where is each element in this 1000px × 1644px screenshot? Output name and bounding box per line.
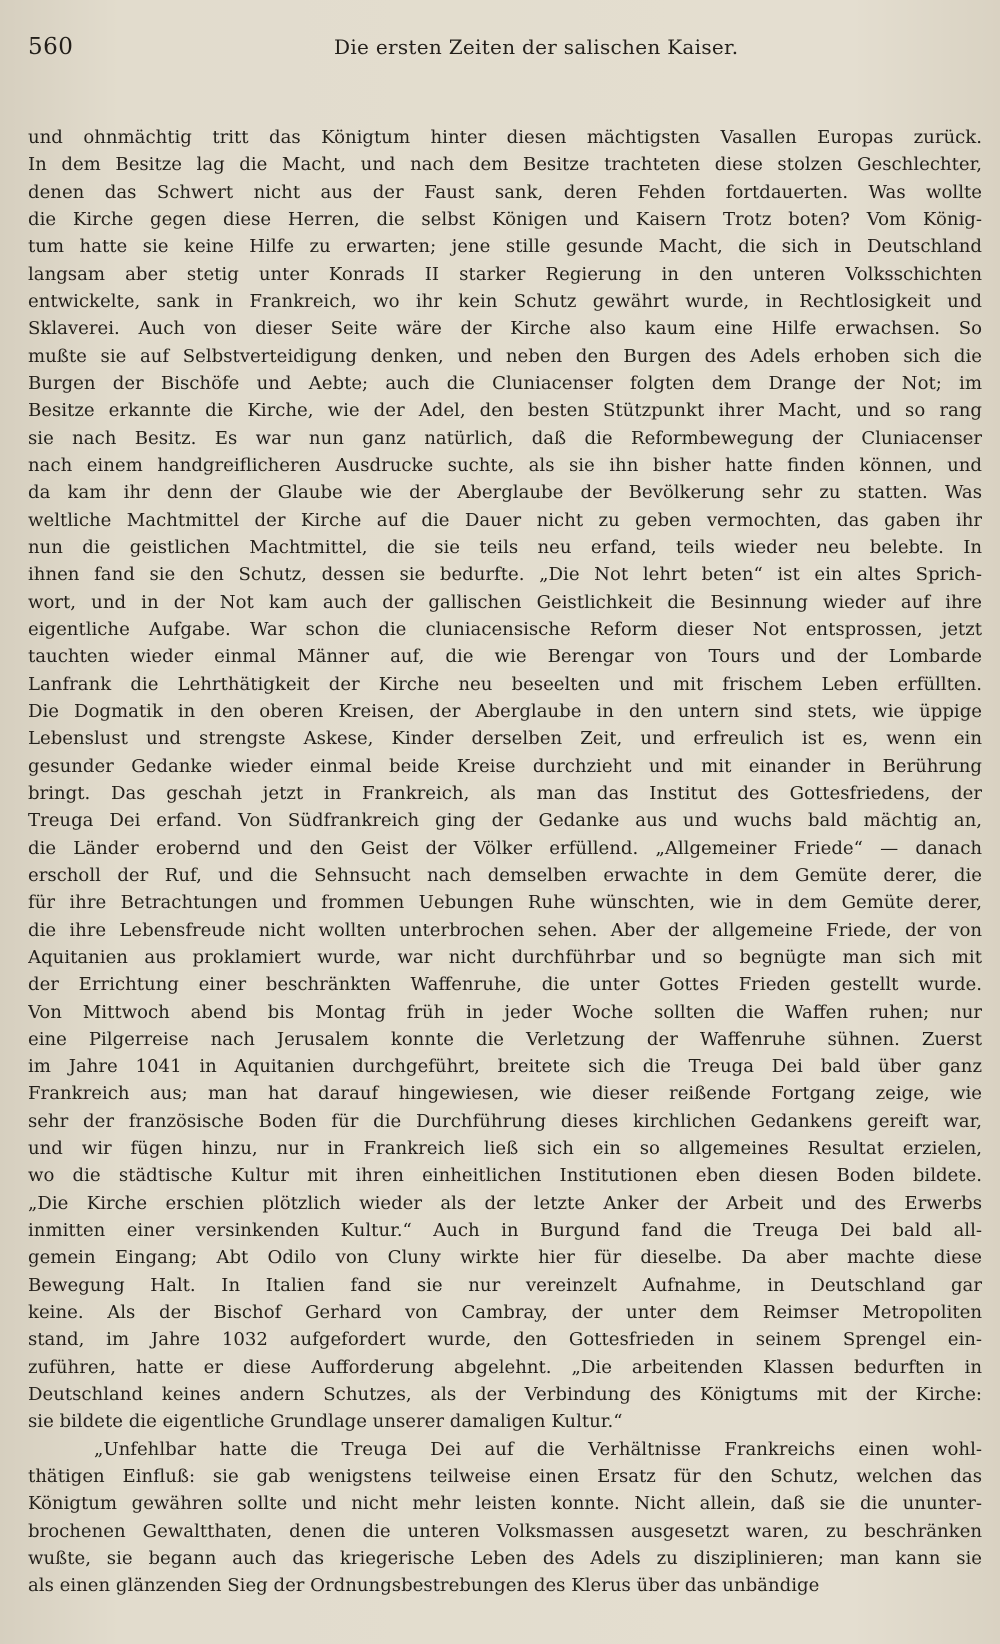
text-line: tauchten wieder einmal Männer auf, die wie Berengar von Tours und der Lombarde bbox=[28, 646, 982, 668]
text-line: In dem Besitze lag die Macht, und nach dem Besitze trachteten diese stolzen Geschlechter, bbox=[28, 154, 982, 176]
text-line: als einen glänzenden Sieg der Ordnungsbestrebungen des Klerus über das unbändige bbox=[28, 1575, 820, 1597]
text-line: keine. Als der Bischof Gerhard von Cambray, der unter dem Reimser Metropoliten bbox=[28, 1302, 982, 1324]
text-line: wort, und in der Not kam auch der gallischen Geistlichkeit die Besinnung wieder auf ihre bbox=[28, 591, 982, 613]
text-line: wo die städtische Kultur mit ihren einheitlichen Institutionen eben diesen Boden bildete. bbox=[28, 1165, 982, 1187]
text-line: Bewegung Halt. In Italien fand sie nur vereinzelt Aufnahme, in Deutschland gar bbox=[28, 1274, 982, 1296]
text-line: inmitten einer versinkenden Kultur.“ Auch in Burgund fand die Treuga Dei bald all- bbox=[28, 1220, 982, 1242]
text-line: „Unfehlbar hatte die Treuga Dei auf die Verhältnisse Frankreichs einen wohl- bbox=[94, 1438, 982, 1460]
text-line: Aquitanien aus proklamiert wurde, war nicht durchführbar und so begnügte man sich mit bbox=[28, 946, 982, 968]
text-line: „Die Kirche erschien plötzlich wieder als der letzte Anker der Arbeit und des Erwerbs bbox=[28, 1192, 982, 1214]
body-text bbox=[28, 124, 982, 1600]
text-line: der Errichtung einer beschränkten Waffenruhe, die unter Gottes Frieden gestellt wurde. bbox=[28, 974, 982, 996]
text-line: Treuga Dei erfand. Von Südfrankreich ging der Gedanke aus und wuchs bald mächtig an, bbox=[28, 810, 982, 832]
text-line: thätigen Einfluß: sie gab wenigstens teilweise einen Ersatz für den Schutz, welchen das bbox=[28, 1466, 982, 1488]
text-line: Lebenslust und strengste Askese, Kinder derselben Zeit, und erfreulich ist es, wenn ein bbox=[28, 728, 982, 750]
text-line: tum hatte sie keine Hilfe zu erwarten; jene stille gesunde Macht, die sich in Deutschland bbox=[28, 236, 982, 258]
text-line: und wir fügen hinzu, nur in Frankreich ließ sich ein so allgemeines Resultat erzielen, bbox=[28, 1138, 982, 1160]
text-line: ihnen fand sie den Schutz, dessen sie bedurfte. „Die Not lehrt beten“ ist ein altes Sprich- bbox=[28, 564, 982, 586]
text-line: die Kirche gegen diese Herren, die selbst Königen und Kaisern Trotz boten? Vom König- bbox=[28, 208, 982, 230]
text-line: gesunder Gedanke wieder einmal beide Kreise durchzieht und mit einander in Berührung bbox=[28, 755, 982, 777]
text-line: die ihre Lebensfreude nicht wollten unterbrochen sehen. Aber der allgemeine Friede, der von bbox=[28, 919, 982, 941]
text-line: stand, im Jahre 1032 aufgefordert wurde, den Gottesfrieden in seinem Sprengel ein- bbox=[28, 1329, 982, 1351]
text-line: langsam aber stetig unter Konrads II starker Regierung in den unteren Volksschichten bbox=[28, 263, 982, 285]
text-line: gemein Eingang; Abt Odilo von Cluny wirkte hier für dieselbe. Da aber machte diese bbox=[28, 1247, 982, 1269]
running-title: Die ersten Zeiten der salischen Kaiser. bbox=[334, 35, 739, 59]
page-number: 560 bbox=[28, 34, 74, 60]
text-line: Burgen der Bischöfe und Aebte; auch die Cluniacenser folgten dem Drange der Not; im bbox=[28, 372, 982, 394]
text-line: die Länder erobernd und den Geist der Völker erfüllend. „Allgemeiner Friede“ — danach bbox=[28, 837, 982, 859]
text-line: Deutschland keines andern Schutzes, als der Verbindung des Königtums mit der Kirche: bbox=[28, 1384, 982, 1406]
text-line: nun die geistlichen Machtmittel, die sie teils neu erfand, teils wieder neu belebte. In bbox=[28, 536, 982, 558]
text-line: denen das Schwert nicht aus der Faust sank, deren Fehden fortdauerten. Was wollte bbox=[28, 181, 982, 203]
text-line: Sklaverei. Auch von dieser Seite wäre der Kirche also kaum eine Hilfe erwachsen. So bbox=[28, 318, 982, 340]
text-line: Die Dogmatik in den oberen Kreisen, der Aberglaube in den untern sind stets, wie üppige bbox=[28, 700, 982, 722]
text-line: erscholl der Ruf, und die Sehnsucht nach demselben erwachte in dem Gemüte derer, die bbox=[28, 864, 982, 886]
text-line: brochenen Gewaltthaten, denen die unteren Volksmassen ausgesetzt waren, zu beschränken bbox=[28, 1520, 982, 1542]
text-line: entwickelte, sank in Frankreich, wo ihr kein Schutz gewährt wurde, in Rechtlosigkeit und bbox=[28, 290, 982, 312]
text-line: sie nach Besitz. Es war nun ganz natürlich, daß die Reformbewegung der Cluniacenser bbox=[28, 427, 982, 449]
text-line: bringt. Das geschah jetzt in Frankreich, als man das Institut des Gottesfriedens, der bbox=[28, 782, 982, 804]
text-line: nach einem handgreiflicheren Ausdrucke suchte, als sie ihn bisher hatte finden können, und bbox=[28, 454, 982, 476]
text-line: für ihre Betrachtungen und frommen Uebungen Ruhe wünschten, wie in dem Gemüte derer, bbox=[28, 892, 982, 914]
text-line: im Jahre 1041 in Aquitanien durchgeführt, breitete sich die Treuga Dei bald über ganz bbox=[28, 1056, 982, 1078]
text-line: Besitze erkannte die Kirche, wie der Adel, den besten Stützpunkt ihrer Macht, und so rang bbox=[28, 400, 982, 422]
text-line: Lanfrank die Lehrthätigkeit der Kirche neu beseelten und mit frischem Leben erfüllten. bbox=[28, 673, 982, 695]
text-line: zuführen, hatte er diese Aufforderung abgelehnt. „Die arbeitenden Klassen bedurften in bbox=[28, 1356, 982, 1378]
text-line: Frankreich aus; man hat darauf hingewiesen, wie dieser reißende Fortgang zeige, wie bbox=[28, 1083, 982, 1105]
text-line: eine Pilgerreise nach Jerusalem konnte die Verletzung der Waffenruhe sühnen. Zuerst bbox=[28, 1028, 982, 1050]
text-line: da kam ihr denn der Glaube wie der Aberglaube der Bevölkerung sehr zu statten. Was bbox=[28, 482, 982, 504]
text-line: wußte, sie begann auch das kriegerische Leben des Adels zu disziplinieren; man kann sie bbox=[28, 1548, 982, 1570]
text-line: Königtum gewähren sollte und nicht mehr leisten konnte. Nicht allein, daß sie die ununter- bbox=[28, 1493, 982, 1515]
text-line: eigentliche Aufgabe. War schon die cluniacensische Reform dieser Not entsprossen, jetzt bbox=[28, 618, 982, 640]
text-line: und ohnmächtig tritt das Königtum hinter diesen mächtigsten Vasallen Europas zurück. bbox=[28, 127, 982, 148]
text-line: Von Mittwoch abend bis Montag früh in jeder Woche sollten die Waffen ruhen; nur bbox=[28, 1001, 982, 1023]
text-line: sie bildete die eigentliche Grundlage unserer damaligen Kultur.“ bbox=[28, 1411, 623, 1433]
running-head bbox=[28, 30, 982, 82]
text-line: weltliche Machtmittel der Kirche auf die Dauer nicht zu geben vermochten, das gaben ihr bbox=[28, 509, 982, 531]
text-line: mußte sie auf Selbstverteidigung denken, und neben den Burgen des Adels erhoben sich die bbox=[28, 345, 982, 367]
text-line: sehr der französische Boden für die Durchführung dieses kirchlichen Gedankens gereift war, bbox=[28, 1110, 982, 1132]
